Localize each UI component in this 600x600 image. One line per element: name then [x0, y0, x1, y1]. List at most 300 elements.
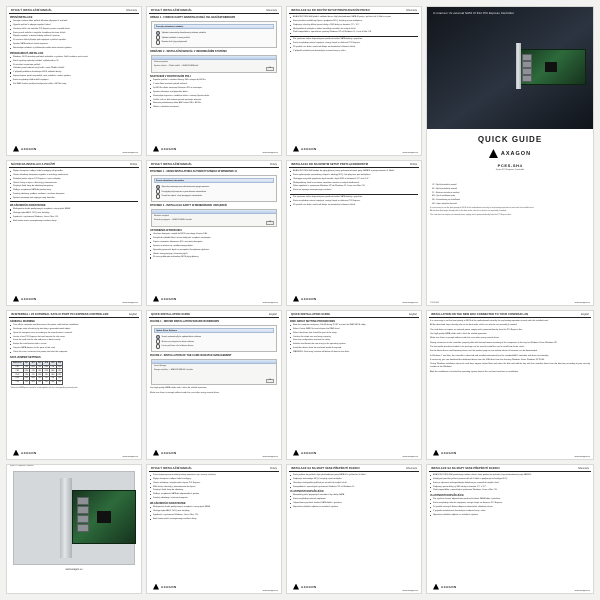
language-line: EN - Quick installation guide — [432, 195, 456, 198]
panel-language: English — [409, 313, 417, 316]
driver-wizard-dialog — [151, 325, 277, 352]
sata-port — [522, 75, 532, 82]
list-item: Connect SATA devices to the ports of the card. — [13, 347, 138, 350]
language-line: SK - Rýchly inštalačný manuál — [432, 187, 457, 190]
brand-logo — [13, 146, 37, 152]
list-item: AXAGON PCES-SH4 predstavuje riadiacu kartu, ktorá pridáva do počítača štyri plnohodnotné porty SATA III. — [433, 474, 590, 477]
list-item: Karta používá osvědčený čipset s podporou NCQ, hot-plug a port multiplieru. — [293, 20, 418, 23]
axagon-triangle-icon — [433, 450, 439, 456]
panel-footer — [430, 582, 590, 592]
list-item: Starší systémy vyžadují ovladač z přiloženého CD. — [13, 60, 138, 63]
paragraph: All the described steps already refer to the boot order, which can also be set manually if needed. — [430, 324, 518, 327]
brand-wordmark: AXAGON — [301, 584, 317, 589]
list-item: Pri použití viacerých diskov dbajte na dostatočné chladenie skrine. — [433, 506, 590, 509]
cell: OFF — [57, 366, 62, 369]
section-title: PROGRAMOVÁ INSTALACE — [10, 51, 44, 55]
controller-card-image — [518, 49, 586, 85]
website-url: www.axagon.eu — [262, 301, 278, 304]
list-item: Otwórz obudowę i znajdź wolne złącze PCI Express. — [153, 482, 278, 485]
list-item: Ověřte, zda se disk zobrazuje pod správným názvem. — [153, 99, 278, 102]
dialog-option[interactable] — [156, 40, 274, 44]
cell: ON — [51, 377, 55, 380]
brand-logo — [13, 296, 37, 302]
cell: OFF — [37, 373, 42, 376]
panel-pl-install — [286, 160, 422, 306]
model-tag: PCES-SH4 — [430, 301, 439, 304]
panel-bracket-photo — [6, 464, 142, 594]
panel-footer — [150, 294, 278, 304]
list-item: Systém SATA zařízení ihned rozpozná. — [13, 43, 138, 46]
brand-wordmark: AXAGON — [500, 150, 532, 157]
paragraph: In Windows 7 and later, the controller is detected and installed automatically at the standard AHCI controller with basic functionality. — [430, 354, 549, 357]
list-item: Obsługuje wszystkie popularne dyski twarde i dyski SSD w formatach 2,5" oraz 3,5". — [293, 178, 418, 181]
brand-logo — [153, 450, 177, 456]
panel-title: IN INTERNAL / 2X EXTERNAL SATA III PORT PCI EXPRESS CONTROLLER — [11, 313, 109, 316]
axagon-triangle-icon — [13, 450, 19, 456]
section-title: VLASTNOSTI DOPLŇUJÚCE — [290, 490, 324, 494]
ok-button[interactable]: OK — [266, 67, 274, 71]
ok-button[interactable]: OK — [266, 221, 274, 225]
brand-logo — [433, 584, 457, 590]
radio-button-icon[interactable] — [156, 40, 160, 44]
panel-title: QUICK INSTALLATION GUIDE — [291, 313, 331, 316]
cell: ON — [31, 369, 35, 372]
section-title: PRVNÍ INSTALACE — [10, 16, 33, 19]
list-item: Maksymalna liczba podłączonych urządzeń: cztery dyski SATA. — [13, 208, 138, 211]
list-item: Maximálny počet pripojených zariadení: štyri disky SATA. — [293, 494, 418, 497]
website-url: www.axagon.eu — [122, 455, 138, 458]
brand-logo — [293, 296, 317, 302]
list-item: Podłącz urządzenia SATA do odpowiednich portów. — [153, 493, 278, 496]
panel-footer — [10, 144, 138, 154]
website-url: www.axagon.eu — [65, 567, 83, 571]
list-item: Pro RAID funkce použijte konfigurační utilitu v BIOSu karty. — [13, 83, 138, 86]
cell: OFF — [51, 369, 55, 372]
list-item: Brak konieczności zewnętrznego zasilania karty. — [13, 220, 138, 223]
list-item: Zgodność z systemami Windows, Linux i Mac OS. — [13, 216, 138, 219]
window-title: Vlastnosti systému — [154, 61, 169, 64]
section-title: OBSAH 1 - FUNKCE KARTY NAINSTALOVANÁ OVLADAČEM WINDOWS — [150, 16, 236, 19]
panel-language: English — [129, 313, 137, 316]
cover-note: It is necessary to set the boot priority in BIOS of the motherboard correctly for any booting operation to work with the installed card. — [430, 206, 534, 209]
list-item: Wyłącz komputer i odłącz kabel zasilający od gniazdka. — [13, 170, 138, 173]
radio-button-icon[interactable] — [156, 194, 160, 198]
cover-title: QUICK GUIDE — [477, 135, 543, 144]
list-item: Wyłącz komputer i odłącz kabel zasilający. — [153, 478, 278, 481]
panel-en-boot-install — [426, 310, 594, 460]
language-line: DE - Kurzanleitung zur Installation — [432, 199, 460, 202]
section-title: FIGURE 1 - DRIVER INSTALLATION WIZARD IN WINDOWS — [150, 320, 220, 323]
cover-note: The card does not require an external power supply and is powered directly from the PCI Express bus. — [430, 213, 512, 216]
website-url: www.axagon.eu — [402, 301, 418, 304]
list-item: Při použití více disků současně dbejte na dostatečné chlazení skříně. — [293, 204, 418, 207]
list-item: Karta pridáva do počítača štyri plnohodnotné porty SATA III s rýchlosťou 6 Gbit/s. — [293, 474, 418, 477]
list-item: Jemným stiskem dlaní počítač dětskou přípojnost k ochraně. — [13, 20, 138, 23]
panel-language: English — [269, 313, 277, 316]
panel-language: English — [581, 313, 589, 316]
cover-note: All the described steps already refer to the boot order, which can also be set manually if needed. — [430, 210, 507, 213]
list-item: Discharge static electricity by touching a grounded metal object. — [13, 328, 138, 331]
brand-wordmark: AXAGON — [301, 296, 317, 301]
radio-button-icon[interactable] — [156, 335, 160, 339]
cell: ON — [25, 381, 28, 384]
window-body: Storage controllers → AXAGON SATA 6G Controller — [154, 369, 193, 372]
list-item: Pro správnou funkci doporučujeme používat kvalitní SATA kabely s pojistkou. — [293, 196, 418, 199]
list-item: Uruchom komputer i wejdź do BIOS naciskając klawisz DEL. — [153, 233, 278, 236]
cell: ON — [38, 381, 41, 384]
column-header: JP6 — [57, 362, 62, 365]
dialog-title: Update Driver Software — [154, 328, 274, 333]
brand-wordmark: AXAGON — [161, 584, 177, 589]
ok-button[interactable]: OK — [266, 379, 274, 383]
cover-brandline: In internal / 2x external SATA III Port PCI Express Controller — [433, 12, 515, 15]
axagon-triangle-icon — [13, 146, 19, 152]
panel-title: NÁVOD NA INSTALACI A POUŽITÍ — [11, 163, 56, 166]
website-url: www.axagon.eu — [402, 455, 418, 458]
panel-language: Slovensky — [578, 467, 589, 470]
panel-title: INSTALACE SA NA MAPY SESE PŘEPÍNUTÍ RADIOU — [431, 467, 500, 470]
product-photo-large — [13, 471, 135, 565]
list-item: Najnovšie ovládače nájdete na stránkach výrobcu. — [433, 514, 590, 517]
brand-wordmark: AXAGON — [441, 450, 457, 455]
pci-bracket — [60, 478, 72, 558]
website-url: www.axagon.eu — [574, 589, 590, 592]
panel-title: INSTALACE SA DO NOVÝM SETUP PREPOJOVACÍM PRVKU — [291, 9, 370, 12]
dialog-option[interactable] — [156, 189, 274, 193]
list-item: Obsługa trybu AHCI, NCQ oraz hot-plug. — [153, 510, 278, 513]
brand-logo — [293, 146, 317, 152]
panel-language: Slovensky — [126, 9, 137, 12]
list-item: Brak konieczności zewnętrznego zasilania karty. — [153, 518, 278, 521]
list-item: Karta nevyžaduje externé napájanie, energiu čerpá zo zbernice PCI Express. — [433, 502, 590, 505]
list-item: Pro správnou funkci doporučujeme používat kvalitní SATA kabely s pojistkou. — [293, 38, 418, 41]
panel-sk-quick-manual — [146, 6, 282, 156]
list-item: Karta je vybavená nízkoprofilovým držiakom pre montáž do malých skríň. — [433, 482, 590, 485]
axagon-triangle-icon — [293, 146, 299, 152]
dialog-option-label: Nemám disk / jiný poskytovatel — [161, 41, 187, 44]
cell: OFF — [31, 381, 35, 384]
website-url: www.axagon.eu — [574, 455, 590, 458]
jumper-settings-table — [11, 361, 63, 385]
table-note: * External eSATA ports cannot be used together with the corresponding internal ports. — [10, 386, 78, 389]
dialog-option[interactable] — [156, 31, 274, 35]
list-item: Install the drivers from the enclosed media if required. — [293, 347, 418, 350]
list-item: System automatycznie wykryje nowy kontroler. — [13, 197, 138, 200]
dialog-title: Kreator aktualizacji sterownika — [154, 178, 274, 183]
cell: OFF — [51, 373, 55, 376]
dialog-option[interactable] — [156, 185, 274, 189]
panel-header — [149, 9, 279, 14]
photo-caption: 4-port PCI Express Controller — [10, 465, 34, 467]
dialog-option[interactable] — [156, 339, 274, 343]
brand-logo — [293, 584, 317, 590]
brand-wordmark: AXAGON — [161, 146, 177, 151]
axagon-triangle-icon — [153, 584, 159, 590]
brand-logo — [153, 146, 177, 152]
website-url: www.axagon.eu — [262, 589, 278, 592]
sata-port — [77, 497, 89, 505]
panel-header — [9, 313, 139, 318]
panel-header — [149, 313, 279, 318]
sata-port — [77, 524, 89, 532]
panel-cz-quick-manual — [6, 6, 142, 156]
list-item: Karta wykorzystuje sprawdzony chipset z obsługą NCQ, hot-plug oraz port multipliera. — [293, 174, 418, 177]
driver-wizard-dialog — [151, 21, 277, 48]
axagon-triangle-icon — [293, 296, 299, 302]
list-item: Windows 10/11 obsahuje potřebné ovladače v systému. Další instalace není nutná. — [13, 56, 138, 59]
section-title: NASTAVENÍ V BOOTOVACÍM POLI — [150, 75, 191, 79]
section-title: WŁAŚCIWOŚCI DODATKOWE — [10, 204, 46, 208]
paragraph: Use high quality SATA cables with a latch for reliable operation. — [150, 387, 208, 390]
list-item: Włóż kartę i dociśnij ją równomiernie do złącza. — [153, 486, 278, 489]
panel-header — [429, 313, 591, 318]
sata-port — [522, 61, 532, 68]
paragraph: It is necessary to set the boot priority in BIOS of the motherboard correctly for any booting operation to work with the installed card. — [430, 320, 549, 322]
list-item: Utwórz nową partycję i sformatuj dysk. — [153, 253, 278, 256]
dialog-option[interactable] — [156, 344, 274, 348]
list-item: W razie problemów zaktualizuj BIOS płyty głównej. — [153, 256, 278, 259]
list-item: Do BIOSu uložte nastavení klávesou F10 a restartujte. — [153, 87, 278, 90]
paragraph: Use high quality SATA cables with a latch for reliable operation. — [430, 333, 488, 336]
list-item: Przejdź do zakładki Boot i ustaw kolejność urządzeń startowych. — [153, 237, 278, 240]
panel-footer — [150, 582, 278, 592]
panel-title: INSTALACE SA NA MAPY SESE PŘEPÍNUTÍ RADIOU — [291, 467, 360, 470]
website-url: www.axagon.eu — [122, 151, 138, 154]
radio-button-icon[interactable] — [156, 35, 160, 39]
panel-footer — [150, 448, 278, 458]
window-body: Kontrolery magazynu → AXAGON SATA Controller — [154, 219, 193, 222]
paragraph: The low profile bracket included in the package can be used to install the card in small form factor cases. — [430, 346, 525, 349]
column-header: JP4 — [44, 362, 48, 365]
dialog-option-label: Vyhledat ovladače v tomto počítači — [161, 36, 191, 39]
section-title: FIGURE 2 - INSTALLATION OF THE CARD IN DEVICE MANAGEMENT — [150, 354, 232, 358]
list-item: Przed rozpoczęciem instalacji należy zapoznać się z treścią instrukcji. — [153, 474, 278, 477]
list-item: Karta nevyžaduje externé napájanie. — [293, 498, 418, 501]
panel-header — [289, 163, 419, 168]
sata-port — [522, 68, 532, 75]
list-item: Doporučujeme použít nejnovější verzi ovladače z webu výrobce. — [13, 75, 138, 78]
brand-wordmark: AXAGON — [21, 146, 37, 151]
cell: ON — [58, 381, 61, 384]
panel-footer — [150, 144, 278, 154]
cell: OFF — [44, 366, 49, 369]
cell: ON — [44, 381, 48, 384]
section-title: OBRÁZEK 2 - INSTALAČNÍ MANUÁL V INFORMAČNÍM SYSTÉMU — [150, 50, 227, 54]
list-item: Sprawdź pojemność dysku w narzędziu Zarządzanie dyskami. — [153, 249, 278, 252]
list-item: V případě problému aktualizujte BIOS základní desky. — [13, 71, 138, 74]
axagon-triangle-icon — [153, 296, 159, 302]
dialog-option-label: Wyszukaj automatycznie zaktualizowane oprogramowanie — [161, 185, 210, 188]
list-item: Kartu pevně zatlačte a zajistěte šroubkem do rámu skříně. — [13, 32, 138, 35]
brand-logo — [293, 450, 317, 456]
dialog-option-label: Przeglądaj mój komputer w poszukiwaniu sterowników — [161, 190, 207, 193]
panel-language: Slovensky — [406, 9, 417, 12]
cell: ON — [51, 366, 55, 369]
list-item: Vypněte počítač a odpojte napájecí kabel. — [13, 24, 138, 27]
list-item: Obsługa trybu AHCI, NCQ oraz hot-plug. — [13, 212, 138, 215]
cell: ON — [25, 373, 28, 376]
panel-title: QUICK INSTALLATION GUIDE — [151, 313, 191, 316]
paragraph: Timing Windows installation when the card does appear, below Boot and select the disk and add the key with the controller driver from the directory according to your security number of the Windows. — [430, 363, 590, 369]
panel-title: RYCHLÝ INSTALAČNÍ MANUÁL — [151, 467, 193, 470]
list-item: Najnovšie ovládače nájdete na stránkach výrobcu. — [293, 506, 418, 509]
paragraph: Make sure there is enough airflow inside the case when using several drives. — [150, 391, 220, 394]
list-item: Podłącz urządzenia SATA do portów karty. — [13, 189, 138, 192]
list-item: Close the case, reconnect the power and start the computer. — [13, 351, 138, 354]
cell: CN5 — [12, 380, 24, 384]
model-number: PCES-SH4 — [497, 163, 523, 168]
list-item: Podporuje pevné disky aj SSD disky vo formáte 2,5" a 3,5". — [433, 486, 590, 489]
panel-language: Slovensky — [406, 467, 417, 470]
paragraph: After the installation is finished the operating system detects the card and continues in installation. — [430, 370, 519, 373]
cell: OFF — [24, 369, 29, 372]
list-item: AXAGON PCES-SH4 přidá k základní desce čtyři plnohodnotné SATA III porty s rychlostí až 6 Gbit/s na port. — [293, 16, 418, 19]
radio-button-icon[interactable] — [156, 189, 160, 193]
panel-footer — [290, 582, 418, 592]
paragraph: Make sure there is enough airflow inside the case when using several drives. — [430, 337, 500, 340]
cell: OFF — [51, 381, 55, 384]
dialog-title: Průvodce aktualizací ovladače — [154, 24, 274, 29]
brand-wordmark: AXAGON — [161, 450, 177, 455]
cell: CN2 — [12, 369, 24, 373]
cell: CN3* — [12, 373, 24, 377]
brand-wordmark: AXAGON — [21, 296, 37, 301]
dialog-option-label: Pozwól mi wybrać z listy dostępnych sterowników — [161, 195, 203, 198]
paragraph: The card does not require an external power supply and is powered directly from the PCI Express bus. — [430, 328, 523, 331]
panel-title: INSTALACJA DO NA NOWYM SETUP PRZYŁĄCZENIOWYM — [291, 163, 369, 166]
cell: ON — [25, 366, 28, 369]
panel-sk-extra-1 — [286, 464, 422, 594]
list-item: Zamknij obudowę, podłącz zasilanie i uruchom komputer. — [13, 193, 138, 196]
brand-wordmark: AXAGON — [21, 450, 37, 455]
panel-language: Polsky — [269, 467, 277, 470]
dialog-option[interactable] — [156, 335, 274, 339]
list-item: Při použití více disků současně dbejte na dostatečné chlazení skříně. — [293, 46, 418, 49]
list-item: V případě nefunkčnosti zkontrolujte usazení karty ve slotu. — [293, 50, 418, 53]
list-item: Select the drives that should be part of the array. — [293, 332, 418, 335]
list-item: Nastavte požadovaný režim AHCI nebo IDE v BIOSu. — [153, 102, 278, 105]
list-item: V prípade nefunkčnosti skontrolujte usadenie karty v slote. — [433, 510, 590, 513]
panel-header — [9, 163, 139, 168]
website-url: www.axagon.eu — [402, 151, 418, 154]
dialog-option[interactable] — [156, 194, 274, 198]
axagon-triangle-icon — [13, 296, 19, 302]
website-url: www.axagon.eu — [402, 589, 418, 592]
list-item: Ovládací panel zobrazí nový řadič v sekci Řadiče úložišť. — [13, 67, 138, 70]
panel-footer — [10, 448, 138, 458]
controller-card-image — [72, 490, 136, 544]
list-item: Nízkoprofilová záslepka v balení umožňuje montáž i do malých skříní. — [293, 28, 418, 31]
list-item: Fasten the card bracket with a screw. — [13, 343, 138, 346]
dialog-option-label: Search automatically for updated driver software — [161, 335, 202, 338]
panel-header — [429, 467, 591, 472]
cell: ON — [31, 373, 35, 376]
cell: CN1 — [12, 365, 24, 369]
section-title: RYSUNEK 1 - OKNO INSTALATORA AUTOMATYCZNEGO W WINDOWS 11 — [150, 170, 237, 173]
window-body: Správce zařízení → Řadiče úložišť → AXAGON SATA řadič — [154, 65, 199, 68]
sata-port — [77, 506, 89, 514]
paragraph: For the latest drivers and firmware please visit the product page on our website where all versions can be downloaded. — [430, 350, 538, 353]
list-item: Open the computer case according to the manufacturer's manual. — [13, 332, 138, 335]
panel-header — [289, 313, 419, 318]
cell: ON — [44, 377, 48, 380]
cell: ON — [58, 377, 61, 380]
list-item: Po instalaci restartujte počítač. — [13, 64, 138, 67]
list-item: Kompatibilná s operačnými systémami Windows XP až Windows 11. — [293, 486, 418, 489]
model-subtitle: 4-port PCI Express Controller — [495, 169, 525, 171]
chipset — [545, 62, 557, 72]
website-url: www.axagon.eu — [122, 301, 138, 304]
list-item: Podporuje technológie NCQ, hot-plug a port multiplier. — [293, 478, 418, 481]
device-manager-screenshot — [151, 209, 277, 227]
section-title: VLASTNOSTI DOPLŇUJÚCE — [430, 494, 464, 498]
window-title: Device Manager — [154, 365, 167, 368]
cell: ON — [58, 369, 61, 372]
list-item: Select Create RAID Set and choose the RAID level. — [293, 328, 418, 331]
panel-footer — [290, 144, 418, 154]
column-header: JP1 — [24, 362, 29, 365]
panel-footer — [10, 294, 138, 304]
radio-button-icon[interactable] — [156, 185, 160, 189]
table-row — [12, 380, 63, 384]
list-item: Umieść kartę w złączu i dociśnij ją równomiernie. — [13, 182, 138, 185]
language-line: HU - Gyors telepítési útmutató — [432, 202, 457, 205]
list-item: Initialize and format the new array in the operating system. — [293, 343, 418, 346]
paragraph: If necessary, you can download the dedicated driver from the USB drive from the directory Windows Driver Windows XP 32/64. — [430, 359, 545, 362]
list-item: Locate a free PCI Express slot and remove the slot cover. — [13, 336, 138, 339]
radio-button-icon[interactable] — [156, 344, 160, 348]
column-header: SATA Port — [13, 362, 22, 365]
cell: OFF — [31, 377, 35, 380]
list-item: Pre správnu činnosť odporúčame používať kvalitné SATA káble s poistkou. — [433, 498, 590, 501]
list-item: Zlokalizuj wolne złącze PCI Express i usuń zaślepkę. — [13, 178, 138, 181]
paragraph: Strong connection to the controller, properly able with thermal-aware mounting of the component in the tray for Windows Driver Windows XP. — [430, 341, 558, 344]
radio-button-icon[interactable] — [156, 31, 160, 35]
list-item: Uložte a ukončete nastavení. — [153, 106, 278, 109]
dialog-option[interactable] — [156, 35, 274, 39]
dialog-option-label: Browse my computer for driver software — [161, 340, 195, 343]
column-header: JP3 — [38, 362, 42, 365]
radio-button-icon[interactable] — [156, 339, 160, 343]
driver-wizard-dialog — [151, 175, 277, 202]
sata-port — [77, 515, 89, 523]
list-item: Připojte napájecí a datové kabely zařízení k portům. — [13, 35, 138, 38]
panel-sk-extra-2 — [426, 464, 594, 594]
panel-title: RYCHLÝ INSTALAČNÍ MANUÁL — [151, 9, 193, 12]
list-item: V sekci Boot nastavte pořadí zařízení. — [153, 83, 278, 86]
list-item: Insert the card into the slot and press it down evenly. — [13, 339, 138, 342]
list-item: Po zavření skříně připojte zpět napájení a počítač zapněte. — [13, 39, 138, 42]
cell: CN4* — [12, 377, 24, 381]
panel-footer — [290, 294, 418, 304]
section-title: WŁAŚCIWOŚCI DODATKOWE — [150, 502, 186, 506]
list-item: Karta nevyžaduje externí napájení, energii čerpá ze sběrnice PCI Express. — [293, 200, 418, 203]
brand-wordmark: AXAGON — [441, 584, 457, 589]
device-manager-screenshot — [151, 359, 277, 385]
panel-en-general-warning — [6, 310, 142, 460]
axagon-triangle-icon — [153, 146, 159, 152]
list-item: Podporuje všechny běžné pevné disky a SSD disky ve formátu 2,5" i 3,5". — [293, 24, 418, 27]
cell: OFF — [24, 377, 29, 380]
list-item: Karta nevyžaduje žádné další napájení. — [13, 79, 138, 82]
column-header: JP5 — [51, 362, 55, 365]
section-title: GENERAL WARNING — [10, 320, 35, 323]
device-manager-screenshot — [151, 55, 277, 73]
list-item: Zapněte počítač a stiskem klávesy DEL vstupte do BIOSu. — [153, 79, 278, 82]
panel-en-raid — [286, 310, 422, 460]
cover-footer — [430, 302, 590, 304]
list-item: Save the configuration and exit the utility. — [293, 339, 418, 342]
